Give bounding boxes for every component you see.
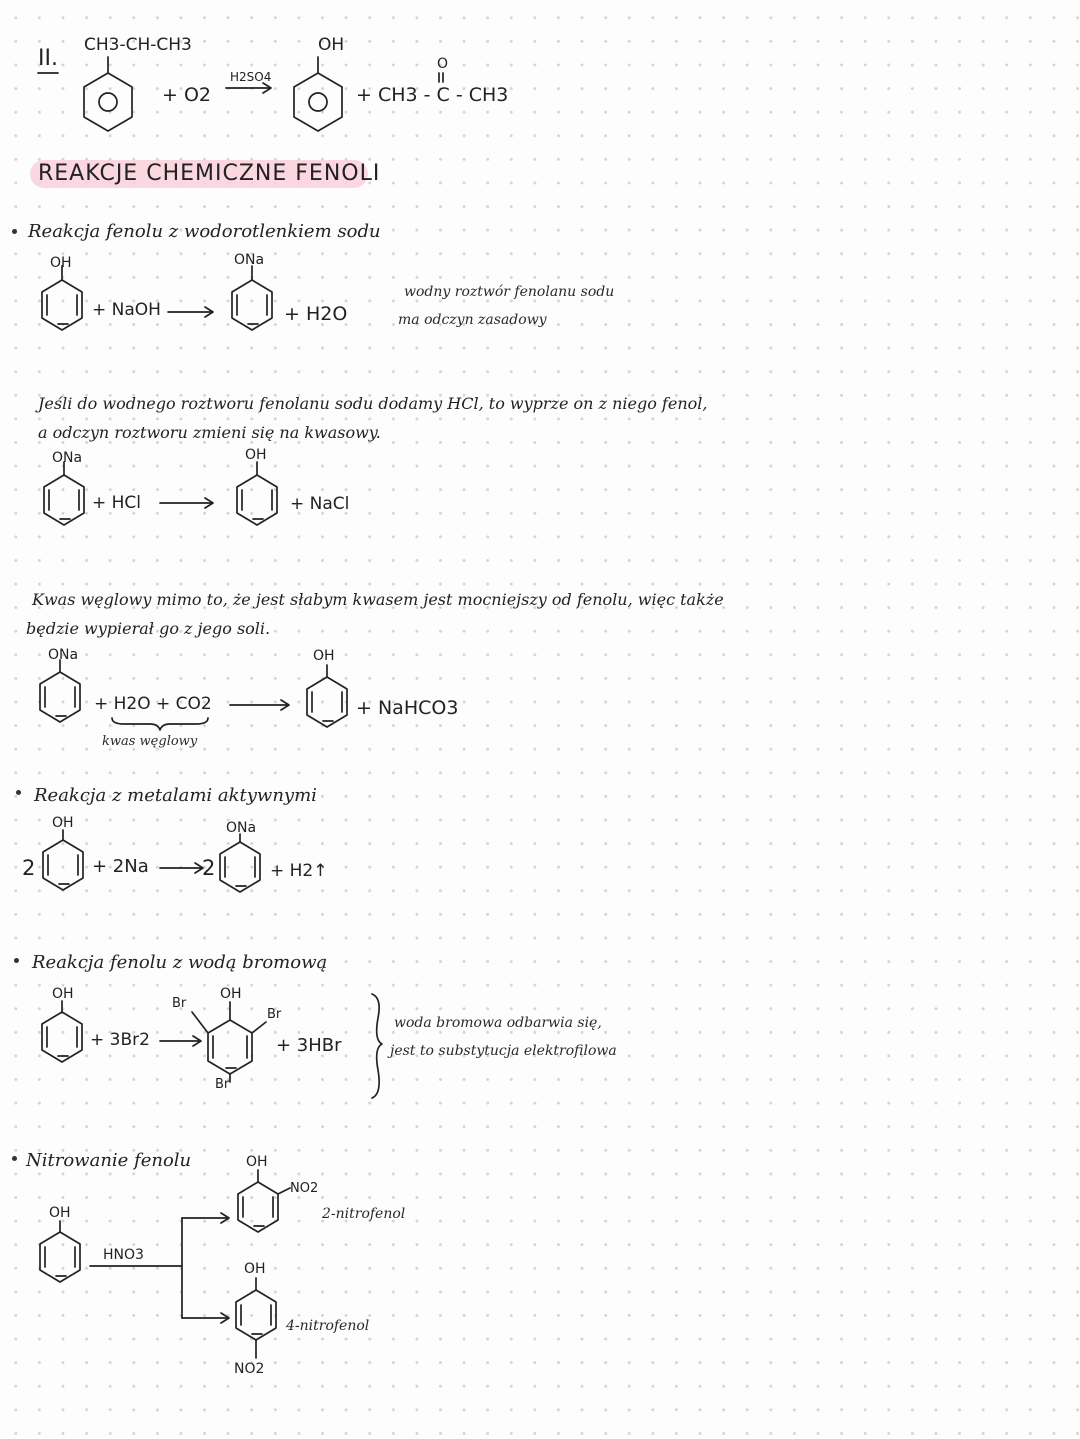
hydroxyl-label: OH bbox=[52, 815, 74, 831]
phenoxide-label: ONa bbox=[48, 647, 79, 663]
product-label: + 3HBr bbox=[276, 1035, 342, 1056]
inner-double-bonds bbox=[213, 1036, 247, 1068]
benzene-ring bbox=[44, 475, 84, 525]
section-title: REAKCJE CHEMICZNE FENOLI bbox=[38, 161, 381, 186]
hydroxyl-label: OH bbox=[50, 255, 72, 271]
bottom-product-nitro: NO2 bbox=[234, 1361, 265, 1377]
benzene-ring bbox=[208, 1020, 252, 1074]
reaction-heading: Nitrowanie fenolu bbox=[26, 1150, 192, 1171]
reagent-label: + H2O + CO2 bbox=[94, 694, 212, 714]
product-label: + NaCl bbox=[290, 494, 350, 514]
inner-double-bonds bbox=[47, 295, 77, 324]
brace-label: kwas węglowy bbox=[102, 734, 198, 749]
product-name: 4-nitrofenol bbox=[286, 1318, 370, 1334]
benzene-ring bbox=[237, 475, 277, 525]
cumene-formula: CH3-CH-CH3 bbox=[84, 35, 192, 55]
benzene-ring bbox=[238, 1182, 278, 1232]
bond-line bbox=[252, 1022, 266, 1033]
explanation-text: będzie wypierał go z jego soli. bbox=[26, 619, 271, 638]
side-note: jest to substytucja elektrofilowa bbox=[390, 1043, 617, 1059]
product-label: + H2O bbox=[284, 303, 348, 325]
side-note: wodny roztwór fenolanu sodu bbox=[404, 284, 615, 300]
inner-double-bonds bbox=[49, 490, 79, 519]
catalyst-label: H2SO4 bbox=[230, 70, 272, 84]
inner-double-bonds bbox=[47, 1027, 77, 1056]
reagent-label: + NaOH bbox=[92, 300, 161, 320]
reagent-label: + 3Br2 bbox=[90, 1030, 150, 1050]
inner-double-bonds bbox=[237, 295, 267, 324]
reagent-label: HNO3 bbox=[103, 1247, 144, 1263]
inner-double-bonds bbox=[312, 692, 342, 721]
product-label: + NaHCO3 bbox=[356, 697, 459, 719]
inner-double-bonds bbox=[45, 687, 75, 716]
inner-double-bonds bbox=[48, 855, 78, 884]
reagent-label: + 2Na bbox=[92, 856, 149, 877]
explanation-text: a odczyn roztworu zmieni się na kwasowy. bbox=[38, 423, 381, 442]
product-name: 2-nitrofenol bbox=[322, 1206, 406, 1222]
acetone-formula: + CH3 - C - CH3 bbox=[356, 84, 509, 106]
bromine-label: Br bbox=[172, 996, 187, 1011]
hydroxyl-label: OH bbox=[49, 1205, 71, 1221]
side-note: woda bromowa odbarwia się, bbox=[394, 1015, 602, 1031]
coefficient: 2 bbox=[202, 856, 216, 880]
section-number: II. bbox=[38, 46, 58, 71]
benzene-ring bbox=[40, 672, 80, 722]
phenol-oh-label: OH bbox=[318, 35, 345, 55]
explanation-text: Jeśli do wodnego roztworu fenolanu sodu dodamy HCl, to wyprze on z niego fenol, bbox=[38, 394, 708, 413]
aromatic-circle bbox=[309, 93, 327, 111]
benzene-ring bbox=[43, 840, 83, 890]
carbonyl-oxygen: O bbox=[437, 56, 449, 72]
curly-brace bbox=[372, 994, 382, 1098]
reagent-label: + HCl bbox=[92, 493, 142, 513]
plus-oxygen: + O2 bbox=[162, 84, 212, 106]
side-note: ma odczyn zasadowy bbox=[398, 312, 547, 328]
reaction-heading: Reakcja z metalami aktywnymi bbox=[34, 785, 317, 806]
coefficient: 2 bbox=[22, 856, 36, 880]
inner-double-bonds bbox=[242, 490, 272, 519]
inner-double-bonds bbox=[45, 1247, 75, 1276]
benzene-ring bbox=[84, 73, 132, 131]
top-product-hydroxyl: OH bbox=[246, 1154, 268, 1170]
benzene-ring bbox=[42, 280, 82, 330]
hydroxyl-label: OH bbox=[245, 447, 267, 463]
reaction-heading: Reakcja fenolu z wodorotlenkiem sodu bbox=[28, 221, 381, 242]
bond-line bbox=[192, 1012, 208, 1033]
phenoxide-label: ONa bbox=[234, 252, 265, 268]
inner-double-bonds bbox=[243, 1197, 273, 1226]
curly-brace bbox=[112, 718, 208, 730]
product-label: + H2↑ bbox=[270, 861, 328, 881]
benzene-ring bbox=[40, 1232, 80, 1282]
bromine-label: Br bbox=[267, 1007, 282, 1022]
explanation-text: Kwas węglowy mimo to, że jest słabym kwasem jest mocniejszy od fenolu, więc także bbox=[32, 590, 724, 609]
hydroxyl-label: OH bbox=[52, 986, 74, 1002]
reaction-heading: Reakcja fenolu z wodą bromową bbox=[32, 952, 328, 973]
bottom-product-hydroxyl: OH bbox=[244, 1261, 266, 1277]
benzene-ring bbox=[307, 677, 347, 727]
hydroxyl-label: OH bbox=[313, 648, 335, 664]
phenoxide-label: ONa bbox=[52, 450, 83, 466]
phenoxide-label: ONa bbox=[226, 820, 257, 836]
product-hydroxyl-label: OH bbox=[220, 986, 242, 1002]
benzene-ring bbox=[294, 73, 342, 131]
benzene-ring bbox=[220, 842, 260, 892]
benzene-ring bbox=[236, 1290, 276, 1340]
bromine-label: Br bbox=[215, 1077, 230, 1092]
top-product-nitro: NO2 bbox=[290, 1181, 319, 1196]
inner-double-bonds bbox=[225, 857, 255, 886]
benzene-ring bbox=[232, 280, 272, 330]
benzene-ring bbox=[42, 1012, 82, 1062]
inner-double-bonds bbox=[241, 1305, 271, 1334]
bond-line bbox=[278, 1188, 290, 1194]
aromatic-circle bbox=[99, 93, 117, 111]
